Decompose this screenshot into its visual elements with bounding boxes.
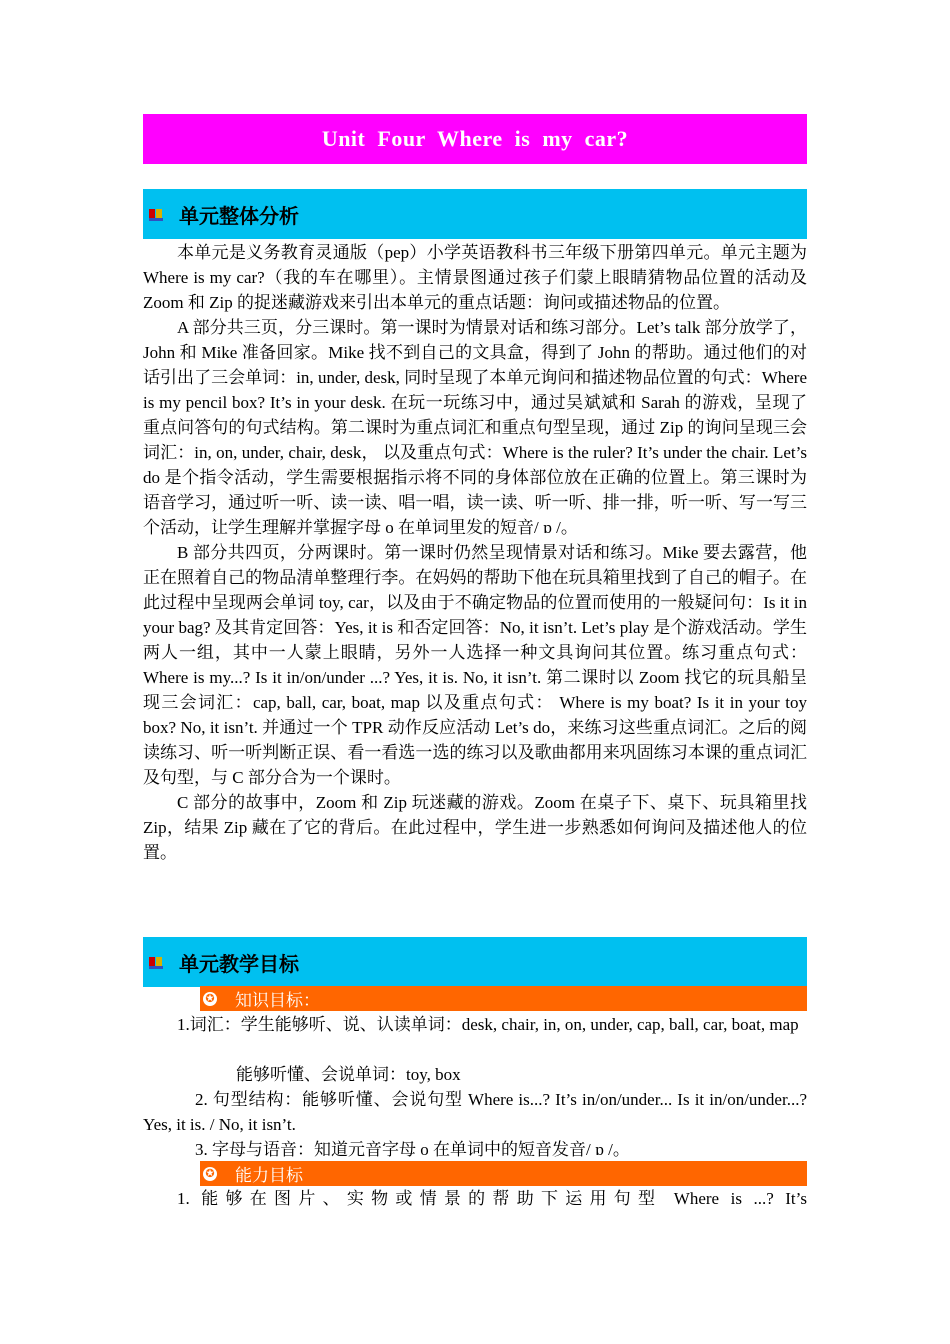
subheader-label: 知识目标： [235, 991, 320, 1010]
subheader-ability [200, 1161, 807, 1186]
section-heading: 单元整体分析 [179, 203, 299, 228]
analysis-body [143, 240, 807, 865]
unit-title-banner [143, 114, 807, 164]
star-bullet-icon: ✪ [203, 1167, 217, 1181]
objective-text: 1.词汇：学生能够听、说、认读单词：desk, chair, in, on, under, cap, ball, car, boat, map [177, 1015, 799, 1034]
paragraph: 本单元是义务教育灵通版（pep）小学英语教科书三年级下册第四单元。单元主题为 Where is my car?（我的车在哪里）。主情景图通过孩子们蒙上眼睛猜物品位置的活动及 Zoom 和 Zip 的捉迷藏游戏来引出本单元的重点话题：询问或描述物品的位置。 [143, 243, 807, 312]
knowledge-item-1 [143, 1012, 807, 1037]
ability-item-1: 1. 能够在图片、实物或情景的帮助下运用句型 Where is ...? It’s [177, 1189, 807, 1208]
knowledge-item-3: 3. 字母与语音：知道元音字母 o 在单词中的短音发音/ ɒ /。 [195, 1140, 630, 1159]
paragraph: B 部分共四页，分两课时。第一课时仍然呈现情景对话和练习。Mike 要去露营，他正在照着自己的物品清单整理行李。在妈妈的帮助下他在玩具箱里找到了自己的帽子。在此过程中呈现两会单词 toy, car，以及由于不确定物品的位置而使用的一般疑问句：Is it in your bag? 及其肯定回答：Yes, it is 和否定回答：No, it isn’t. Let’s play 是个游戏活动。学生两人一组，其中一人蒙上眼睛，另外一人选择一种文具询问其位置。练习重点句式：Where is my...? Is it in/on/under ...? Yes, it is. No, it isn’t. 第二课时以 Zoom 找它的玩具船呈现三会词汇：cap, ball, car, boat, map 以及重点句式： Where is my boat? Is it in your toy box? No, it isn’t. 并通过一个 TPR 动作反应活动 Let’s do，来练习这些重点词汇。之后的阅读练习、听一听判断正误、看一看选一选的练习以及歌曲都用来巩固练习本课的重点词汇及句型，与 C 部分合为一个课时。 [143, 543, 807, 787]
knowledge-item-1b: 能够听懂、会说单词：toy, box [236, 1065, 461, 1084]
objective-text: 2. 句型结构：能够听懂、会说句型 Where is...? It’s in/on/under... Is it in/on/under...? Yes, it is. / No, it isn’t. [143, 1090, 807, 1134]
section-header-objectives [143, 937, 807, 987]
subheader-knowledge [200, 986, 807, 1011]
paragraph: C 部分的故事中，Zoom 和 Zip 玩迷藏的游戏。Zoom 在桌子下、桌下、玩具箱里找 Zip，结果 Zip 藏在了它的背后。在此过程中，学生进一步熟悉如何询问及描述他人的位置。 [143, 793, 807, 862]
paragraph: A 部分共三页，分三课时。第一课时为情景对话和练习部分。Let’s talk 部分放学了，John 和 Mike 准备回家。Mike 找不到自己的文具盒，得到了 John 的帮助。通过他们的对话引出了三会单词：in, under, desk, 同时呈现了本单元询问和描述物品位置的句式：Where is my pencil box? It’s in your desk. 在玩一玩练习中，通过吴斌斌和 Sarah 的游戏，呈现了重点问答句的句式结构。第二课时为重点词汇和重点句型呈现，通过 Zip 的询问呈现三会词汇：in, on, under, chair, desk， 以及重点句式：Where is the ruler? It’s under the chair. Let’s do 是个指令活动，学生需要根据指示将不同的身体部位放在正确的位置上。第三课时为语音学习，通过听一听、读一读、唱一唱，读一读、听一听、排一排，听一听、写一写三个活动，让学生理解并掌握字母 o 在单词里发的短音/ ɒ /。 [143, 318, 807, 537]
section-heading: 单元教学目标 [179, 951, 299, 976]
knowledge-item-2 [143, 1087, 807, 1137]
book-bullet-icon [149, 955, 163, 969]
unit-title: Unit Four Where is my car? [321, 126, 629, 151]
section-header-analysis [143, 189, 807, 239]
book-bullet-icon [149, 207, 163, 221]
star-bullet-icon: ✪ [203, 992, 217, 1006]
subheader-label: 能力目标 [235, 1166, 303, 1185]
